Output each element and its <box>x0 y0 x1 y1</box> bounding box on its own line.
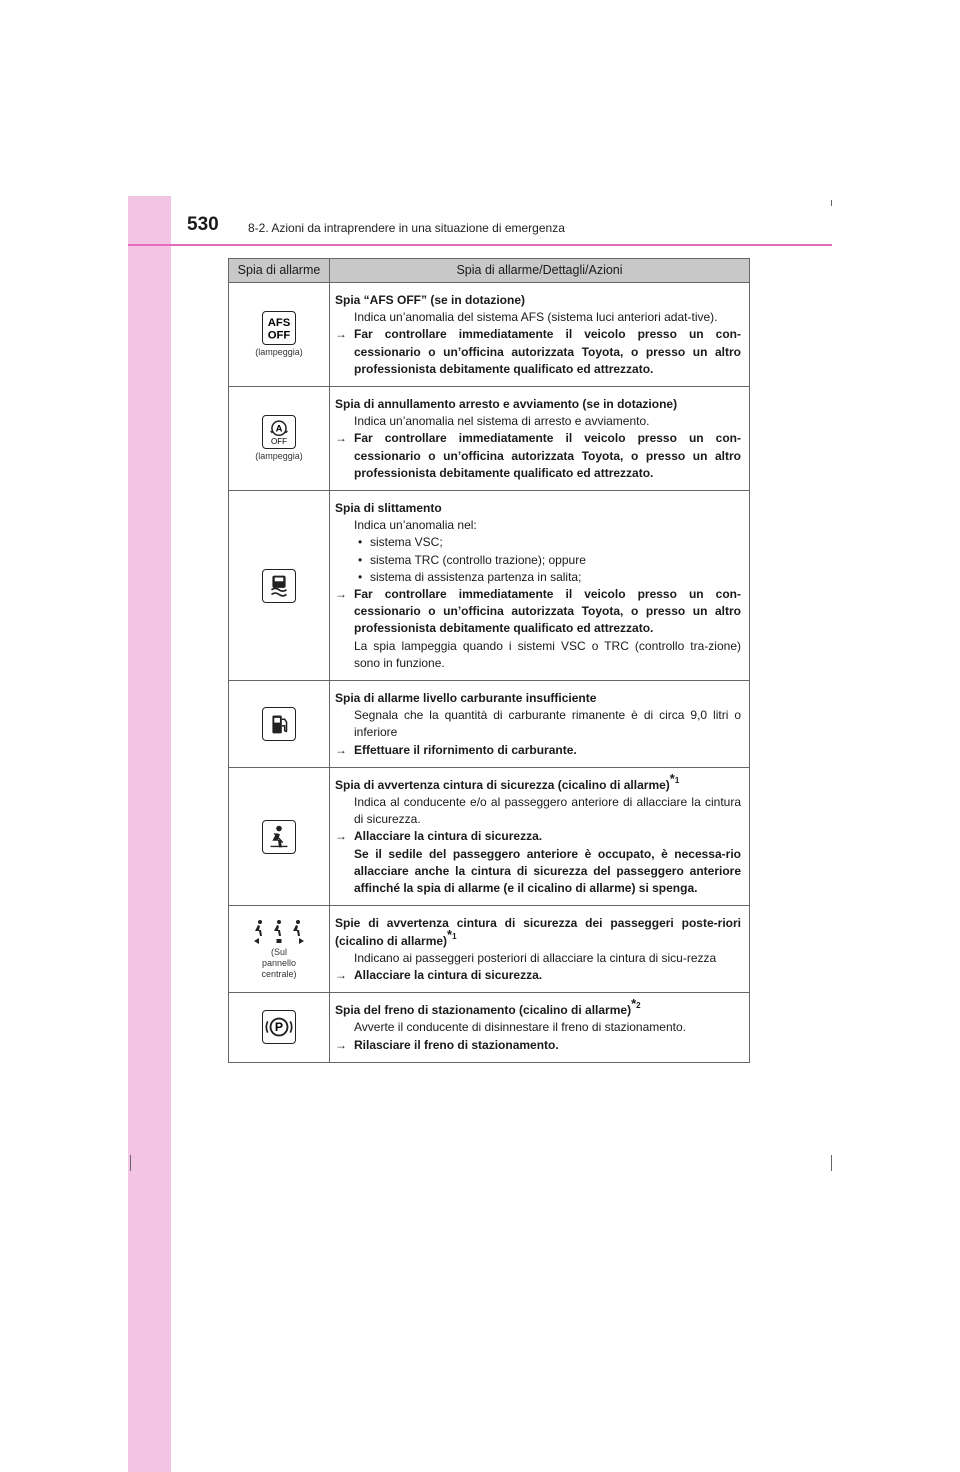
arrow-icon: → <box>335 431 347 446</box>
details-cell <box>330 906 750 993</box>
warning-title: Spia del freno di stazionamento (cicalino di allarme)$^{*2}$ <box>335 996 641 1018</box>
arrow-icon: → <box>335 742 347 757</box>
slip-indicator-icon <box>262 569 296 603</box>
bullet-item: • sistema VSC; <box>358 535 443 550</box>
table-row <box>229 681 750 768</box>
warning-action: → Allacciare la cintura di sicurezza. <box>335 828 741 845</box>
footnote-ref: *1 <box>669 770 680 786</box>
table-row <box>229 387 750 491</box>
column-header-icon: Spia di allarme <box>229 259 330 283</box>
icon-cell <box>229 491 330 681</box>
svg-text:OFF: OFF <box>271 437 287 447</box>
svg-text:OFF: OFF <box>267 329 291 342</box>
afs-off-icon <box>262 311 296 345</box>
table-row <box>229 491 750 681</box>
warning-description: Indica un’anomalia nel: <box>354 518 477 533</box>
table-row <box>229 993 750 1063</box>
warning-action: → Rilasciare il freno di stazionamento. <box>335 1037 741 1054</box>
crop-mark <box>831 200 832 206</box>
svg-text:AFS: AFS <box>267 317 291 330</box>
icon-cell <box>229 283 330 387</box>
seatbelt-icon <box>262 820 296 854</box>
table-row <box>229 906 750 993</box>
rear-seatbelt-icon <box>252 919 306 945</box>
section-title: 8-2. Azioni da intraprendere in una situazione di emergenza <box>248 221 565 235</box>
icon-cell <box>229 906 330 993</box>
side-tab-band <box>128 196 171 1472</box>
footnote-ref: *1 <box>447 926 457 942</box>
details-cell <box>330 681 750 768</box>
details-cell <box>330 767 750 905</box>
warning-action: → Allacciare la cintura di sicurezza. <box>335 967 741 984</box>
arrow-icon: → <box>335 327 347 342</box>
warning-extra-note: La spia lampeggia quando i sistemi VSC o TRC (controllo tra-zione) sono in funzione. <box>354 638 741 670</box>
warning-description: Avverte il conducente di disinnestare il freno di stazionamento. <box>354 1020 686 1035</box>
icon-cell <box>229 681 330 768</box>
icon-cell <box>229 993 330 1063</box>
crop-mark <box>831 1155 832 1171</box>
table-row <box>229 283 750 387</box>
warning-title: Spia di avvertenza cintura di sicurezza (cicalino di allarme)$^{*1}$ <box>335 770 680 792</box>
details-cell <box>330 283 750 387</box>
table-header-row <box>229 259 750 283</box>
warning-description: Indica un’anomalia del sistema AFS (sistema luci anteriori adat-tive). <box>354 310 718 325</box>
icon-note: (lampeggia) <box>255 451 303 462</box>
footnote-ref: *2 <box>631 996 641 1012</box>
header-rule <box>128 244 832 246</box>
icon-note: (Sul pannello centrale) <box>261 946 297 979</box>
svg-text:P: P <box>274 1020 284 1035</box>
bullet-item: • sistema di assistenza partenza in salita; <box>358 569 582 584</box>
svg-text:A: A <box>275 422 283 434</box>
warning-action: → Far controllare immediatamente il veicolo presso un con-cessionario o un’officina autorizzata Toyota, o presso un altro professionista debitamente qualificato ed attrezzato. <box>335 586 741 638</box>
crop-mark <box>130 1155 131 1171</box>
arrow-icon: → <box>335 829 347 844</box>
arrow-icon: → <box>335 587 347 602</box>
warning-description: Indicano ai passeggeri posteriori di allacciare la cintura di sicu-rezza <box>354 950 717 965</box>
warning-description: Segnala che la quantità di carburante rimanente è di circa 9,0 litri o inferiore <box>354 708 741 740</box>
warning-title: Spia “AFS OFF” (se in dotazione) <box>335 293 526 307</box>
details-cell <box>330 491 750 681</box>
fuel-pump-icon <box>262 707 296 741</box>
table-row <box>229 767 750 905</box>
icon-cell <box>229 767 330 905</box>
stop-start-off-icon <box>262 415 296 449</box>
parking-brake-icon <box>262 1010 296 1044</box>
arrow-icon: → <box>335 1037 347 1052</box>
details-cell <box>330 993 750 1063</box>
warning-description: Indica al conducente e/o al passeggero anteriore di allacciare la cintura di sicurezza. <box>354 795 741 827</box>
warning-light-table <box>228 258 750 1063</box>
column-header-details: Spia di allarme/Dettagli/Azioni <box>330 259 750 283</box>
details-cell <box>330 387 750 491</box>
icon-note: (lampeggia) <box>255 347 303 357</box>
warning-description: Indica un’anomalia nel sistema di arresto e avviamento. <box>354 414 650 429</box>
arrow-icon: → <box>335 967 347 982</box>
bullet-item: • sistema TRC (controllo trazione); oppure <box>358 552 586 567</box>
warning-action: → Far controllare immediatamente il veicolo presso un con-cessionario o un’officina autorizzata Toyota, o presso un altro professionista debitamente qualificato ed attrezzato. <box>335 326 741 378</box>
warning-title: Spia di allarme livello carburante insufficiente <box>335 691 597 706</box>
warning-title: Spia di slittamento <box>335 501 442 516</box>
page-number: 530 <box>187 214 219 235</box>
icon-cell <box>229 387 330 491</box>
warning-title: Spia di annullamento arresto e avviamento (se in dotazione) <box>335 397 678 412</box>
warning-subaction: Se il sedile del passeggero anteriore è occupato, è necessa-rio allacciare anche la cintura di sicurezza del passeggero anteriore affinché la spia di allarme (e il cicalino di allarme) si spenga. <box>354 846 741 896</box>
warning-action: → Far controllare immediatamente il veicolo presso un con-cessionario o un’officina autorizzata Toyota, o presso un altro professionista debitamente qualificato ed attrezzato. <box>335 430 741 482</box>
warning-title: Spie di avvertenza cintura di sicurezza dei passeggeri poste-riori (cicalino di allarme)$^{*1}$ <box>335 916 741 948</box>
warning-action: → Effettuare il rifornimento di carburante. <box>335 742 741 759</box>
